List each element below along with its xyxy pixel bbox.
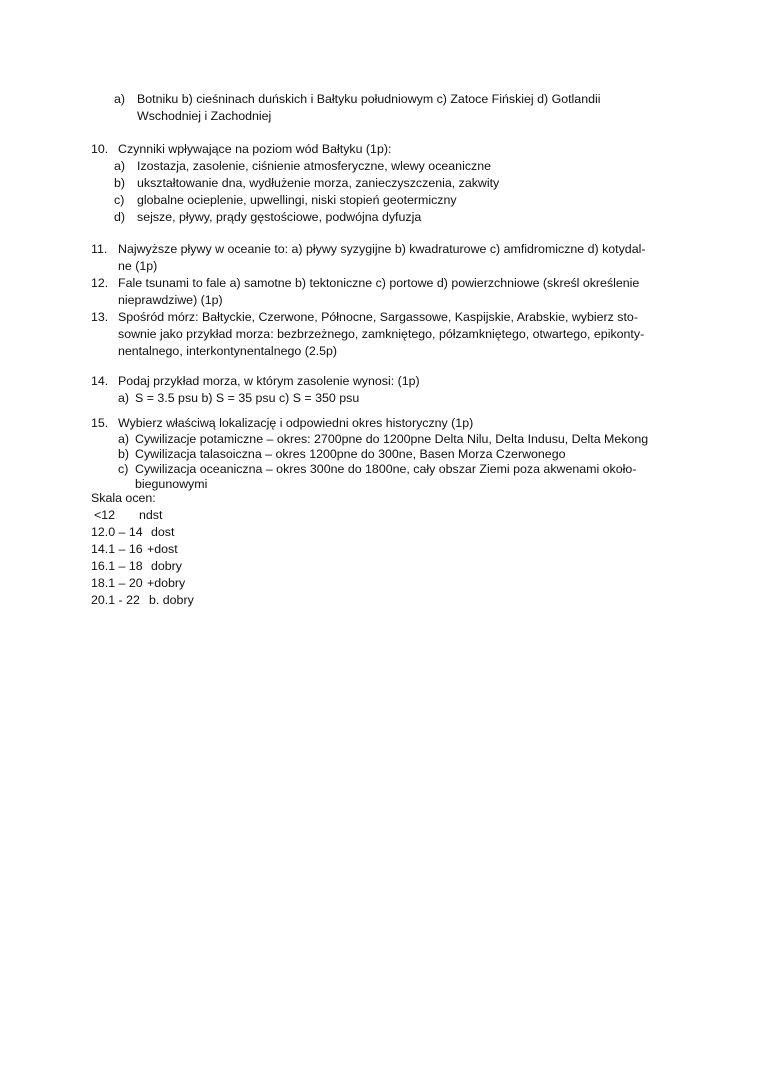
option-label: d) [114, 210, 126, 224]
question-number: 14. [91, 374, 109, 388]
grade-row [91, 558, 291, 575]
question-10 [91, 141, 681, 226]
grade-row [91, 575, 291, 592]
question-text: Wybierz właściwą lokalizację i odpowiedni okres historyczny (1p) [118, 416, 474, 430]
option-row [91, 158, 681, 175]
option-text-continued: Wschodniej i Zachodniej [137, 109, 272, 123]
grade-name: ndst [139, 508, 163, 522]
question-text-continued: nieprawdziwe) (1p) [118, 293, 223, 307]
option-row [91, 192, 681, 209]
grade-range: 14.1 – 16 [91, 542, 143, 556]
option-text: sejsze, pływy, prądy gęstościowe, podwójna dyfuzja [137, 210, 422, 224]
question-text: Spośród mórz: Bałtyckie, Czerwone, Północne, Sargassowe, Kaspijskie, Arabskie, wybierz sto- [118, 310, 638, 324]
option-label: b) [114, 176, 126, 190]
question-text-continued: nentalnego, interkontynentalnego (2.5p) [118, 344, 338, 358]
question-14 [91, 373, 671, 407]
question-number: 12. [91, 276, 109, 290]
option-text: Izostazja, zasolenie, ciśnienie atmosferyczne, wlewy oceaniczne [137, 159, 491, 173]
grade-name: +dost [147, 542, 178, 556]
grading-scale-title: Skala ocen: [91, 491, 156, 505]
option-label: a) [118, 432, 130, 446]
grade-row [91, 507, 291, 524]
option-text: S = 3.5 psu b) S = 35 psu c) S = 350 psu [135, 391, 360, 405]
option-label: b) [118, 447, 130, 461]
question-text-continued: ne (1p) [118, 259, 158, 273]
grade-range: 12.0 – 14 [91, 525, 143, 539]
question-13 [91, 309, 671, 360]
grade-range: 20.1 - 22 [91, 593, 140, 607]
question-text: Czynniki wpływające na poziom wód Bałtyku (1p): [118, 142, 392, 156]
question-9-option-a [114, 91, 674, 125]
grade-name: dost [151, 525, 175, 539]
grade-row [91, 541, 291, 558]
grade-name: b. dobry [149, 593, 194, 607]
option-row [91, 461, 681, 476]
question-number: 13. [91, 310, 109, 324]
grade-name: dobry [151, 559, 182, 573]
question-11 [91, 241, 671, 275]
question-text-continued: sownie jako przykład morza: bezbrzeżnego, zamkniętego, półzamkniętego, otwartego, epikonty- [118, 327, 645, 341]
option-label: c) [118, 462, 129, 476]
option-row [91, 431, 681, 446]
question-number: 11. [91, 242, 108, 256]
option-text: Botniku b) cieśninach duńskich i Bałtyku południowym c) Zatoce Fińskiej d) Gotlandii [137, 92, 601, 106]
option-text: Cywilizacja oceaniczna – okres 300ne do 1800ne, cały obszar Ziemi poza akwenami około- [135, 462, 637, 476]
option-row [91, 175, 681, 192]
question-text: Najwyższe pływy w oceanie to: a) pływy syzygijne b) kwadraturowe c) amfidromiczne d) kotydal- [118, 242, 646, 256]
option-text-continued: biegunowymi [135, 477, 208, 491]
grade-range: 16.1 – 18 [91, 559, 143, 573]
question-15 [91, 415, 681, 491]
question-number: 10. [91, 142, 109, 156]
grade-row [91, 592, 291, 609]
question-12 [91, 275, 671, 309]
option-text: Cywilizacje potamiczne – okres: 2700pne do 1200pne Delta Nilu, Delta Indusu, Delta Mekong [135, 432, 649, 446]
option-row [91, 446, 681, 461]
question-text: Fale tsunami to fale a) samotne b) tektoniczne c) portowe d) powierzchniowe (skreśl określenie [118, 276, 640, 290]
grade-range: <12 [94, 508, 116, 522]
option-text: Cywilizacja talasoiczna – okres 1200pne do 300ne, Basen Morza Czerwonego [135, 447, 566, 461]
option-text: globalne ocieplenie, upwellingi, niski stopień geotermiczny [137, 193, 457, 207]
option-row [91, 209, 681, 226]
option-label: a) [118, 391, 130, 405]
grade-name: +dobry [147, 576, 186, 590]
question-number: 15. [91, 416, 109, 430]
option-row [91, 390, 671, 407]
question-text: Podaj przykład morza, w którym zasolenie wynosi: (1p) [118, 374, 420, 388]
option-text: ukształtowanie dna, wydłużenie morza, zanieczyszczenia, zakwity [137, 176, 500, 190]
option-label: c) [114, 193, 125, 207]
grading-scale [91, 490, 291, 609]
option-label: a) [114, 159, 126, 173]
option-label: a) [114, 92, 126, 106]
grade-range: 18.1 – 20 [91, 576, 143, 590]
grade-row [91, 524, 291, 541]
